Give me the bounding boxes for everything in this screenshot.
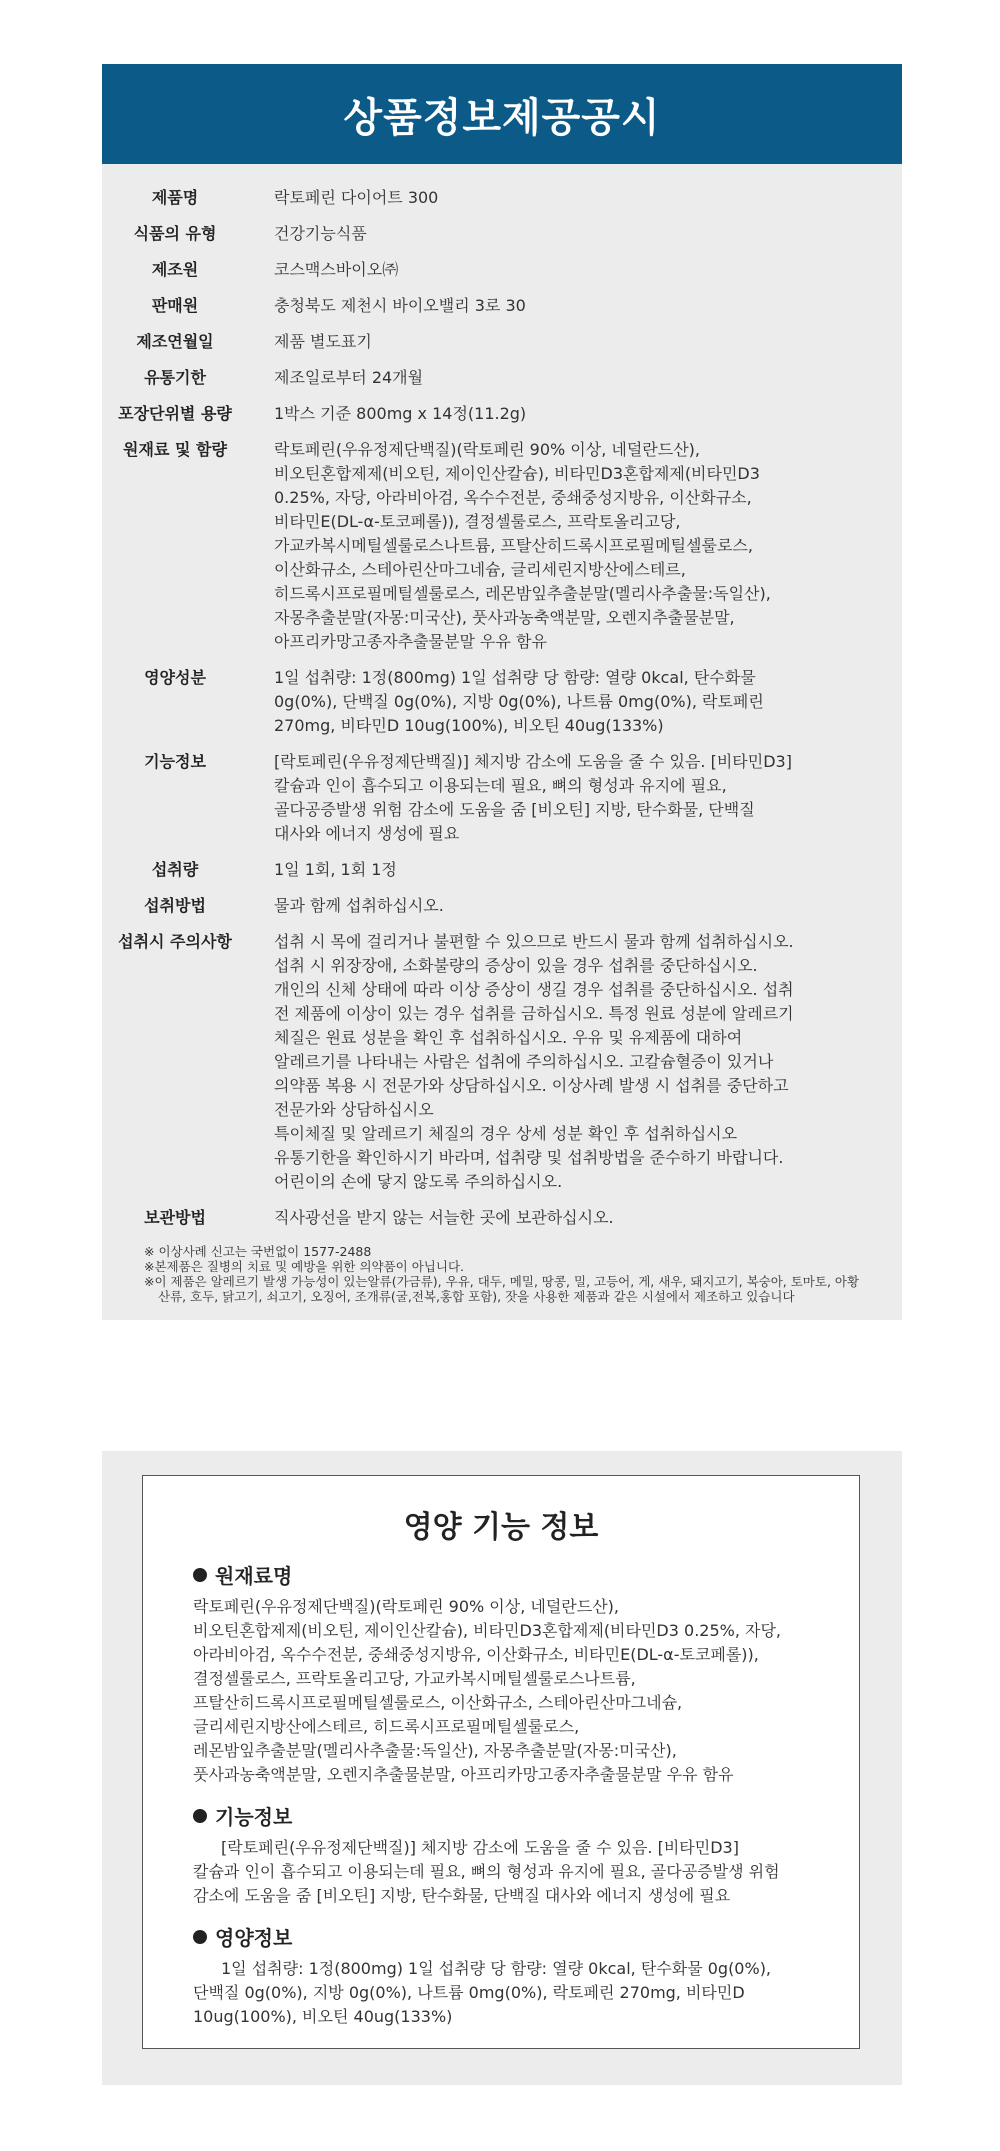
- info-value-line: 락토페린 다이어트 300: [274, 188, 439, 207]
- info-value-line: 제품 별도표기: [274, 332, 372, 351]
- info-label: 보관방법: [144, 1208, 206, 1227]
- info-value-line: 1일 섭취량: 1정(800mg) 1일 섭취량 당 함량: 열량 0kcal, 탄수화물: [274, 668, 756, 687]
- info-value-line: 섭취 시 목에 걸리거나 불편할 수 있으므로 반드시 물과 함께 섭취하십시오.: [274, 932, 794, 951]
- info-value-line: 자몽추출분말(자몽:미국산), 풋사과농축액분말, 오렌지추출물분말,: [274, 608, 735, 627]
- info-label: 제품명: [151, 188, 199, 207]
- bullet-icon: [193, 1930, 207, 1944]
- info-value-line: 1박스 기준 800mg x 14정(11.2g): [274, 404, 527, 423]
- info-value-line: 락토페린(우유정제단백질)(락토페린 90% 이상, 네덜란드산),: [274, 440, 700, 459]
- info-row: [102, 366, 902, 390]
- info-value: [274, 366, 844, 390]
- info-value: [274, 666, 844, 738]
- info-value: [274, 330, 844, 354]
- info-value-line: 제조일로부터 24개월: [274, 368, 424, 387]
- section-body-line: 아라비아검, 옥수수전분, 중쇄중성지방유, 이산화규소, 비타민E(DL-α-토코페롤)),: [193, 1645, 759, 1664]
- section-body: [193, 1836, 813, 1908]
- info-value: [274, 402, 844, 426]
- info-value-line: 0g(0%), 단백질 0g(0%), 지방 0g(0%), 나트륨 0mg(0%), 락토페린: [274, 692, 764, 711]
- notice-item: ※본제품은 질병의 치료 및 예방을 위한 의약품이 아닙니다.: [144, 1259, 464, 1274]
- info-value: [274, 258, 844, 282]
- info-value: [274, 750, 844, 846]
- info-value-line: 아프리카망고종자추출물분말 우유 함유: [274, 632, 547, 651]
- info-row: [102, 294, 902, 318]
- notice-item: ※이 제품은 알레르기 발생 가능성이 있는알류(가금류), 우유, 대두, 메밀, 땅콩, 밀, 고등어, 게, 새우, 돼지고기, 복숭아, 토마토, 아황산류, 호두, 닭고기, 쇠고기, 오징어, 조개류(굴,전복,홍합 포함), 잣을 사용한 제품과 같은 시설에서 제조하고 있습니다: [144, 1274, 860, 1304]
- section-body-line: 칼슘과 인이 흡수되고 이용되는데 필요, 뼈의 형성과 유지에 필요, 골다공증발생 위험: [193, 1862, 780, 1881]
- section-body: [193, 1595, 813, 1787]
- info-value-line: 비타민E(DL-α-토코페롤)), 결정셀룰로스, 프락토올리고당,: [274, 512, 681, 531]
- section-body-line: 프탈산히드록시프로필메틸셀룰로스, 이산화규소, 스테아린산마그네슘,: [193, 1693, 683, 1712]
- info-value-line: 칼슘과 인이 흡수되고 이용되는데 필요, 뼈의 형성과 유지에 필요,: [274, 776, 727, 795]
- info-value-line: 골다공증발생 위험 감소에 도움을 줌 [비오틴] 지방, 탄수화물, 단백질: [274, 800, 755, 819]
- info-value-line: 0.25%, 자당, 아라비아검, 옥수수전분, 중쇄중성지방유, 이산화규소,: [274, 488, 752, 507]
- info-value-line: 가교카복시메틸셀룰로스나트륨, 프탈산히드록시프로필메틸셀룰로스,: [274, 536, 753, 555]
- info-value-line: 히드록시프로필메틸셀룰로스, 레몬밤잎추출분말(멜리사추출물:독일산),: [274, 584, 771, 603]
- info-label: 유통기한: [144, 368, 206, 387]
- info-value-line: [락토페린(우유정제단백질)] 체지방 감소에 도움을 줄 수 있음. [비타민D3]: [274, 752, 792, 771]
- section-heading-text: 기능정보: [215, 1805, 293, 1829]
- notice-item: ※ 이상사례 신고는 국번없이 1577-2488: [144, 1244, 372, 1259]
- info-row: [102, 222, 902, 246]
- info-row: [102, 930, 902, 1194]
- info-value-line: 알레르기를 나타내는 사람은 섭취에 주의하십시오. 고칼슘혈증이 있거나: [274, 1052, 774, 1071]
- info-value-line: 전문가와 상담하십시오: [274, 1100, 434, 1119]
- info-label: 기능정보: [144, 752, 206, 771]
- section-body-line: 감소에 도움을 줌 [비오틴] 지방, 탄수화물, 단백질 대사와 에너지 생성에 필요: [193, 1886, 731, 1905]
- section-heading: [193, 1560, 813, 1589]
- section-body-line: 1일 섭취량: 1정(800mg) 1일 섭취량 당 함량: 열량 0kcal, 탄수화물 0g(0%),: [221, 1959, 772, 1978]
- section-body-line: 단백질 0g(0%), 지방 0g(0%), 나트륨 0mg(0%), 락토페린 270mg, 비타민D: [193, 1983, 745, 2002]
- info-value: [274, 858, 844, 882]
- product-info-table: [102, 186, 902, 1230]
- section-body-line: 글리세린지방산에스테르, 히드록시프로필메틸셀룰로스,: [193, 1717, 580, 1736]
- section-heading-text: 영양정보: [215, 1926, 293, 1950]
- nutrition-sections: [143, 1560, 859, 2029]
- info-row: [102, 858, 902, 882]
- section-body-line: [락토페린(우유정제단백질)] 체지방 감소에 도움을 줄 수 있음. [비타민D3]: [221, 1838, 739, 1857]
- info-value-line: 유통기한을 확인하시기 바라며, 섭취량 및 섭취방법을 준수하기 바랍니다.: [274, 1148, 784, 1167]
- info-value: [274, 438, 844, 654]
- info-label: 섭취방법: [144, 896, 206, 915]
- info-value-line: 어린이의 손에 닿지 않도록 주의하십시오.: [274, 1172, 563, 1191]
- info-label: 제조원: [151, 260, 199, 279]
- section-body: [193, 1957, 813, 2029]
- info-value: [274, 894, 844, 918]
- info-value-line: 개인의 신체 상태에 따라 이상 증상이 생길 경우 섭취를 중단하십시오. 섭취: [274, 980, 794, 999]
- info-value-line: 대사와 에너지 생성에 필요: [274, 824, 460, 843]
- info-value-line: 비오틴혼합제제(비오틴, 제이인산칼슘), 비타민D3혼합제제(비타민D3: [274, 464, 760, 483]
- nutrition-info-panel: [102, 1451, 902, 2085]
- info-label: 포장단위별 용량: [118, 404, 232, 423]
- info-row: [102, 186, 902, 210]
- section-heading-text: 원재료명: [215, 1564, 293, 1588]
- info-label: 식품의 유형: [133, 224, 217, 243]
- info-row: [102, 330, 902, 354]
- section-body-line: 10ug(100%), 비오틴 40ug(133%): [193, 2007, 453, 2026]
- info-value-line: 물과 함께 섭취하십시오.: [274, 896, 444, 915]
- info-value-line: 체질은 원료 성분을 확인 후 섭취하십시오. 우유 및 유제품에 대하여: [274, 1028, 743, 1047]
- info-value: [274, 222, 844, 246]
- nutrition-section: [193, 1922, 813, 2029]
- nutrition-section: [193, 1560, 813, 1787]
- info-value-line: 의약품 복용 시 전문가와 상담하십시오. 이상사례 발생 시 섭취를 중단하고: [274, 1076, 789, 1095]
- section-body-line: 결정셀룰로스, 프락토올리고당, 가교카복시메틸셀룰로스나트륨,: [193, 1669, 636, 1688]
- info-row: [102, 438, 902, 654]
- section-body-line: 풋사과농축액분말, 오렌지추출물분말, 아프리카망고종자추출물분말 우유 함유: [193, 1765, 734, 1784]
- info-row: [102, 1206, 902, 1230]
- product-info-title: 상품정보제공공시: [102, 64, 902, 164]
- info-label: 원재료 및 함량: [123, 440, 227, 459]
- info-label: 판매원: [151, 296, 199, 315]
- section-body-line: 레몬밤잎추출분말(멜리사추출물:독일산), 자몽추출분말(자몽:미국산),: [193, 1741, 677, 1760]
- info-value-line: 전 제품에 이상이 있는 경우 섭취를 금하십시오. 특정 원료 성분에 알레르기: [274, 1004, 794, 1023]
- info-label: 영양성분: [144, 668, 206, 687]
- info-value-line: 이산화규소, 스테아린산마그네슘, 글리세린지방산에스테르,: [274, 560, 686, 579]
- info-value-line: 직사광선을 받지 않는 서늘한 곳에 보관하십시오.: [274, 1208, 614, 1227]
- nutrition-info-title: 영양 기능 정보: [403, 1510, 599, 1545]
- section-heading: [193, 1801, 813, 1830]
- info-label: 섭취시 주의사항: [118, 932, 232, 951]
- info-row: [102, 402, 902, 426]
- info-label: 섭취량: [151, 860, 199, 879]
- bullet-icon: [193, 1809, 207, 1823]
- section-body-line: 락토페린(우유정제단백질)(락토페린 90% 이상, 네덜란드산),: [193, 1597, 619, 1616]
- bullet-icon: [193, 1568, 207, 1582]
- section-heading: [193, 1922, 813, 1951]
- notice-list: [144, 1244, 864, 1304]
- info-row: [102, 750, 902, 846]
- info-value: [274, 1206, 844, 1230]
- info-value-line: 충청북도 제천시 바이오밸리 3로 30: [274, 296, 526, 315]
- info-row: [102, 894, 902, 918]
- section-body-line: 비오틴혼합제제(비오틴, 제이인산칼슘), 비타민D3혼합제제(비타민D3 0.25%, 자당,: [193, 1621, 782, 1640]
- info-value-line: 1일 1회, 1회 1정: [274, 860, 397, 879]
- info-value-line: 코스맥스바이오㈜: [274, 260, 399, 279]
- info-value-line: 270mg, 비타민D 10ug(100%), 비오틴 40ug(133%): [274, 716, 664, 735]
- nutrition-info-box: [142, 1475, 860, 2049]
- info-value-line: 특이체질 및 알레르기 체질의 경우 상세 성분 확인 후 섭취하십시오: [274, 1124, 738, 1143]
- info-value-line: 건강기능식품: [274, 224, 367, 243]
- info-row: [102, 258, 902, 282]
- info-row: [102, 666, 902, 738]
- info-value-line: 섭취 시 위장장애, 소화불량의 증상이 있을 경우 섭취를 중단하십시오.: [274, 956, 758, 975]
- info-label: 제조연월일: [136, 332, 214, 351]
- info-value: [274, 294, 844, 318]
- product-info-panel: [102, 64, 902, 1320]
- info-value: [274, 930, 844, 1194]
- info-value: [274, 186, 844, 210]
- nutrition-section: [193, 1801, 813, 1908]
